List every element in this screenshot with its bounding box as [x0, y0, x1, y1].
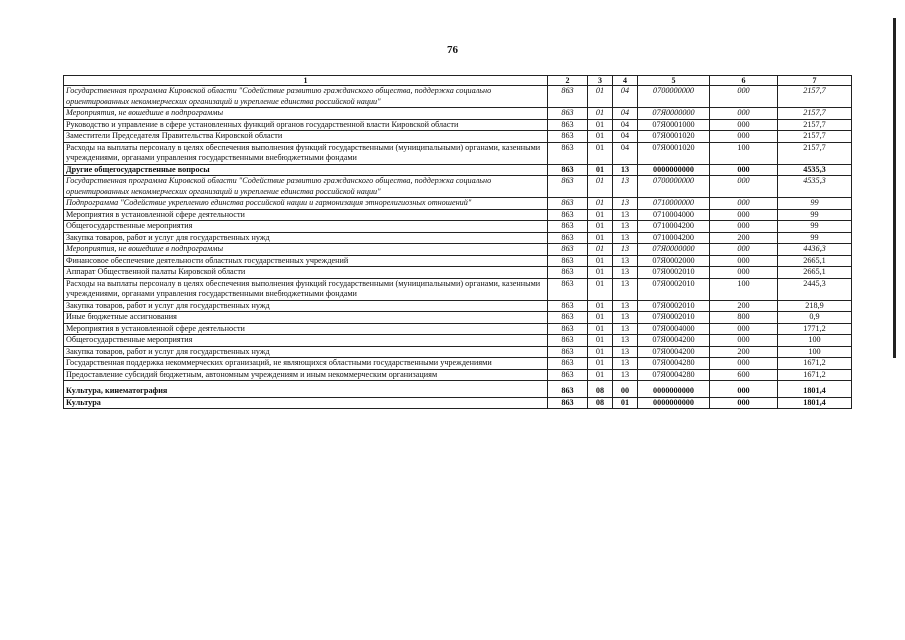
amount-cell: 1671,2 [778, 358, 852, 370]
expense-name-cell: Государственная программа Кировской области "Содействие развитию гражданского общества, поддержка социально ориентированных некоммерческих организаций и укрепление единства российской нации" [64, 176, 548, 198]
table-row [64, 255, 852, 267]
amount-cell: 100 [778, 346, 852, 358]
ministry-code-cell: 863 [548, 108, 588, 120]
subsection-code-cell: 13 [613, 369, 638, 381]
target-article-cell: 07Я0002000 [638, 255, 710, 267]
subsection-code-cell: 13 [613, 244, 638, 256]
table-row [64, 232, 852, 244]
column-header: 1 [64, 76, 548, 86]
table-row [64, 176, 852, 198]
section-code-cell: 01 [588, 232, 613, 244]
ministry-code-cell: 863 [548, 164, 588, 176]
target-article-cell: 07Я0001020 [638, 131, 710, 143]
expense-name-cell: Мероприятия в установленной сфере деятельности [64, 323, 548, 335]
table-row [64, 198, 852, 210]
expense-type-cell: 000 [710, 176, 778, 198]
target-article-cell: 07Я0004200 [638, 346, 710, 358]
expense-type-cell: 000 [710, 267, 778, 279]
budget-table [63, 75, 852, 409]
target-article-cell: 07Я0001000 [638, 119, 710, 131]
ministry-code-cell: 863 [548, 244, 588, 256]
target-article-cell: 07Я0004200 [638, 335, 710, 347]
table-row [64, 267, 852, 279]
ministry-code-cell: 863 [548, 198, 588, 210]
amount-cell: 1671,2 [778, 369, 852, 381]
expense-name-cell: Культура, кинематография [64, 381, 548, 398]
section-code-cell: 01 [588, 323, 613, 335]
target-article-cell: 0710000000 [638, 198, 710, 210]
table-row [64, 164, 852, 176]
section-code-cell: 01 [588, 278, 613, 300]
expense-type-cell: 000 [710, 209, 778, 221]
column-header: 4 [613, 76, 638, 86]
table-row [64, 131, 852, 143]
target-article-cell: 0000000000 [638, 164, 710, 176]
amount-cell: 2157,7 [778, 131, 852, 143]
amount-cell: 218,9 [778, 300, 852, 312]
table-row [64, 209, 852, 221]
subsection-code-cell: 13 [613, 164, 638, 176]
expense-type-cell: 000 [710, 255, 778, 267]
expense-type-cell: 100 [710, 278, 778, 300]
expense-type-cell: 000 [710, 244, 778, 256]
subsection-code-cell: 13 [613, 312, 638, 324]
table-row [64, 358, 852, 370]
expense-name-cell: Общегосударственные мероприятия [64, 221, 548, 233]
section-code-cell: 01 [588, 86, 613, 108]
target-article-cell: 07Я0002010 [638, 312, 710, 324]
ministry-code-cell: 863 [548, 335, 588, 347]
amount-cell: 2157,7 [778, 119, 852, 131]
subsection-code-cell: 13 [613, 232, 638, 244]
amount-cell: 100 [778, 335, 852, 347]
expense-type-cell: 000 [710, 164, 778, 176]
ministry-code-cell: 863 [548, 369, 588, 381]
expense-name-cell: Предоставление субсидий бюджетным, автономным учреждениям и иным некоммерческим организациям [64, 369, 548, 381]
target-article-cell: 07Я0004000 [638, 323, 710, 335]
section-code-cell: 01 [588, 369, 613, 381]
section-code-cell: 01 [588, 244, 613, 256]
expense-name-cell: Другие общегосударственные вопросы [64, 164, 548, 176]
subsection-code-cell: 04 [613, 119, 638, 131]
amount-cell: 1801,4 [778, 381, 852, 398]
table-row [64, 300, 852, 312]
amount-cell: 2665,1 [778, 255, 852, 267]
ministry-code-cell: 863 [548, 323, 588, 335]
subsection-code-cell: 13 [613, 358, 638, 370]
expense-name-cell: Общегосударственные мероприятия [64, 335, 548, 347]
column-header: 6 [710, 76, 778, 86]
expense-name-cell: Финансовое обеспечение деятельности областных государственных учреждений [64, 255, 548, 267]
expense-type-cell: 200 [710, 232, 778, 244]
section-code-cell: 01 [588, 312, 613, 324]
target-article-cell: 07Я0001020 [638, 142, 710, 164]
section-code-cell: 01 [588, 267, 613, 279]
expense-name-cell: Подпрограмма "Содействие укреплению единства российской нации и гармонизация этнорелигиозных отношений" [64, 198, 548, 210]
table-row [64, 108, 852, 120]
amount-cell: 2665,1 [778, 267, 852, 279]
subsection-code-cell: 13 [613, 176, 638, 198]
expense-type-cell: 000 [710, 335, 778, 347]
table-row [64, 312, 852, 324]
section-code-cell: 01 [588, 164, 613, 176]
table-row [64, 86, 852, 108]
section-code-cell: 01 [588, 221, 613, 233]
table-row [64, 323, 852, 335]
expense-name-cell: Руководство и управление в сфере установленных функций органов государственной власти Кировской области [64, 119, 548, 131]
table-row [64, 346, 852, 358]
ministry-code-cell: 863 [548, 221, 588, 233]
ministry-code-cell: 863 [548, 358, 588, 370]
expense-type-cell: 800 [710, 312, 778, 324]
budget-table-body [64, 76, 852, 409]
subsection-code-cell: 13 [613, 209, 638, 221]
target-article-cell: 0710004000 [638, 209, 710, 221]
ministry-code-cell: 863 [548, 232, 588, 244]
ministry-code-cell: 863 [548, 312, 588, 324]
subsection-code-cell: 13 [613, 335, 638, 347]
column-header: 7 [778, 76, 852, 86]
ministry-code-cell: 863 [548, 209, 588, 221]
amount-cell: 1801,4 [778, 397, 852, 409]
amount-cell: 0,9 [778, 312, 852, 324]
expense-type-cell: 000 [710, 221, 778, 233]
target-article-cell: 07Я0000000 [638, 244, 710, 256]
expense-type-cell: 000 [710, 397, 778, 409]
amount-cell: 99 [778, 198, 852, 210]
target-article-cell: 0700000000 [638, 86, 710, 108]
amount-cell: 2445,3 [778, 278, 852, 300]
expense-name-cell: Культура [64, 397, 548, 409]
subsection-code-cell: 13 [613, 278, 638, 300]
target-article-cell: 07Я0002010 [638, 267, 710, 279]
amount-cell: 4535,3 [778, 164, 852, 176]
expense-type-cell: 000 [710, 198, 778, 210]
subsection-code-cell: 01 [613, 397, 638, 409]
table-row [64, 381, 852, 398]
expense-name-cell: Аппарат Общественной палаты Кировской области [64, 267, 548, 279]
target-article-cell: 07Я0000000 [638, 108, 710, 120]
section-code-cell: 01 [588, 108, 613, 120]
table-row [64, 119, 852, 131]
subsection-code-cell: 04 [613, 86, 638, 108]
section-code-cell: 01 [588, 209, 613, 221]
subsection-code-cell: 13 [613, 255, 638, 267]
scan-edge-line [893, 18, 896, 358]
page-number: 76 [447, 44, 458, 56]
target-article-cell: 07Я0002010 [638, 300, 710, 312]
target-article-cell: 0000000000 [638, 381, 710, 398]
subsection-code-cell: 13 [613, 346, 638, 358]
subsection-code-cell: 13 [613, 221, 638, 233]
subsection-code-cell: 04 [613, 142, 638, 164]
section-code-cell: 08 [588, 397, 613, 409]
subsection-code-cell: 00 [613, 381, 638, 398]
expense-name-cell: Мероприятия, не вошедшие в подпрограммы [64, 108, 548, 120]
amount-cell: 99 [778, 209, 852, 221]
ministry-code-cell: 863 [548, 176, 588, 198]
subsection-code-cell: 04 [613, 131, 638, 143]
table-row [64, 221, 852, 233]
amount-cell: 4535,3 [778, 176, 852, 198]
amount-cell: 2157,7 [778, 108, 852, 120]
expense-name-cell: Расходы на выплаты персоналу в целях обеспечения выполнения функций государственными (муниципальными) органами, казенными учреждениями, органами управления государственными внебюджетными фондами [64, 142, 548, 164]
ministry-code-cell: 863 [548, 267, 588, 279]
expense-name-cell: Мероприятия, не вошедшие в подпрограммы [64, 244, 548, 256]
expense-type-cell: 000 [710, 381, 778, 398]
table-row [64, 397, 852, 409]
amount-cell: 2157,7 [778, 142, 852, 164]
amount-cell: 1771,2 [778, 323, 852, 335]
subsection-code-cell: 13 [613, 300, 638, 312]
expense-type-cell: 000 [710, 323, 778, 335]
section-code-cell: 01 [588, 255, 613, 267]
table-row [64, 369, 852, 381]
table-row [64, 142, 852, 164]
section-code-cell: 08 [588, 381, 613, 398]
expense-name-cell: Государственная поддержка некоммерческих организаций, не являющихся областными государственными учреждениями [64, 358, 548, 370]
subsection-code-cell: 13 [613, 267, 638, 279]
column-header: 2 [548, 76, 588, 86]
amount-cell: 99 [778, 221, 852, 233]
expense-name-cell: Закупка товаров, работ и услуг для государственных нужд [64, 232, 548, 244]
expense-name-cell: Мероприятия в установленной сфере деятельности [64, 209, 548, 221]
ministry-code-cell: 863 [548, 397, 588, 409]
expense-name-cell: Закупка товаров, работ и услуг для государственных нужд [64, 346, 548, 358]
expense-name-cell: Иные бюджетные ассигнования [64, 312, 548, 324]
target-article-cell: 0710004200 [638, 221, 710, 233]
expense-type-cell: 200 [710, 346, 778, 358]
amount-cell: 99 [778, 232, 852, 244]
section-code-cell: 01 [588, 346, 613, 358]
subsection-code-cell: 13 [613, 323, 638, 335]
column-number-row [64, 76, 852, 86]
expense-type-cell: 000 [710, 131, 778, 143]
ministry-code-cell: 863 [548, 142, 588, 164]
ministry-code-cell: 863 [548, 119, 588, 131]
subsection-code-cell: 04 [613, 108, 638, 120]
expense-name-cell: Заместители Председателя Правительства Кировской области [64, 131, 548, 143]
expense-type-cell: 100 [710, 142, 778, 164]
table-row [64, 278, 852, 300]
target-article-cell: 0000000000 [638, 397, 710, 409]
table-row [64, 244, 852, 256]
expense-name-cell: Расходы на выплаты персоналу в целях обеспечения выполнения функций государственными (муниципальными) органами, казенными учреждениями, органами управления государственными внебюджетными фондами [64, 278, 548, 300]
expense-type-cell: 000 [710, 119, 778, 131]
expense-type-cell: 600 [710, 369, 778, 381]
ministry-code-cell: 863 [548, 131, 588, 143]
ministry-code-cell: 863 [548, 381, 588, 398]
target-article-cell: 07Я0002010 [638, 278, 710, 300]
expense-type-cell: 200 [710, 300, 778, 312]
expense-name-cell: Государственная программа Кировской области "Содействие развитию гражданского общества, поддержка социально ориентированных некоммерческих организаций и укрепление единства российской нации" [64, 86, 548, 108]
ministry-code-cell: 863 [548, 346, 588, 358]
target-article-cell: 0700000000 [638, 176, 710, 198]
ministry-code-cell: 863 [548, 278, 588, 300]
target-article-cell: 07Я0004280 [638, 358, 710, 370]
expense-name-cell: Закупка товаров, работ и услуг для государственных нужд [64, 300, 548, 312]
ministry-code-cell: 863 [548, 255, 588, 267]
section-code-cell: 01 [588, 335, 613, 347]
subsection-code-cell: 13 [613, 198, 638, 210]
ministry-code-cell: 863 [548, 300, 588, 312]
target-article-cell: 0710004200 [638, 232, 710, 244]
expense-type-cell: 000 [710, 108, 778, 120]
expense-type-cell: 000 [710, 358, 778, 370]
section-code-cell: 01 [588, 142, 613, 164]
amount-cell: 4436,3 [778, 244, 852, 256]
amount-cell: 2157,7 [778, 86, 852, 108]
section-code-cell: 01 [588, 119, 613, 131]
section-code-cell: 01 [588, 176, 613, 198]
target-article-cell: 07Я0004280 [638, 369, 710, 381]
ministry-code-cell: 863 [548, 86, 588, 108]
section-code-cell: 01 [588, 358, 613, 370]
section-code-cell: 01 [588, 131, 613, 143]
section-code-cell: 01 [588, 300, 613, 312]
expense-type-cell: 000 [710, 86, 778, 108]
column-header: 5 [638, 76, 710, 86]
table-row [64, 335, 852, 347]
column-header: 3 [588, 76, 613, 86]
section-code-cell: 01 [588, 198, 613, 210]
